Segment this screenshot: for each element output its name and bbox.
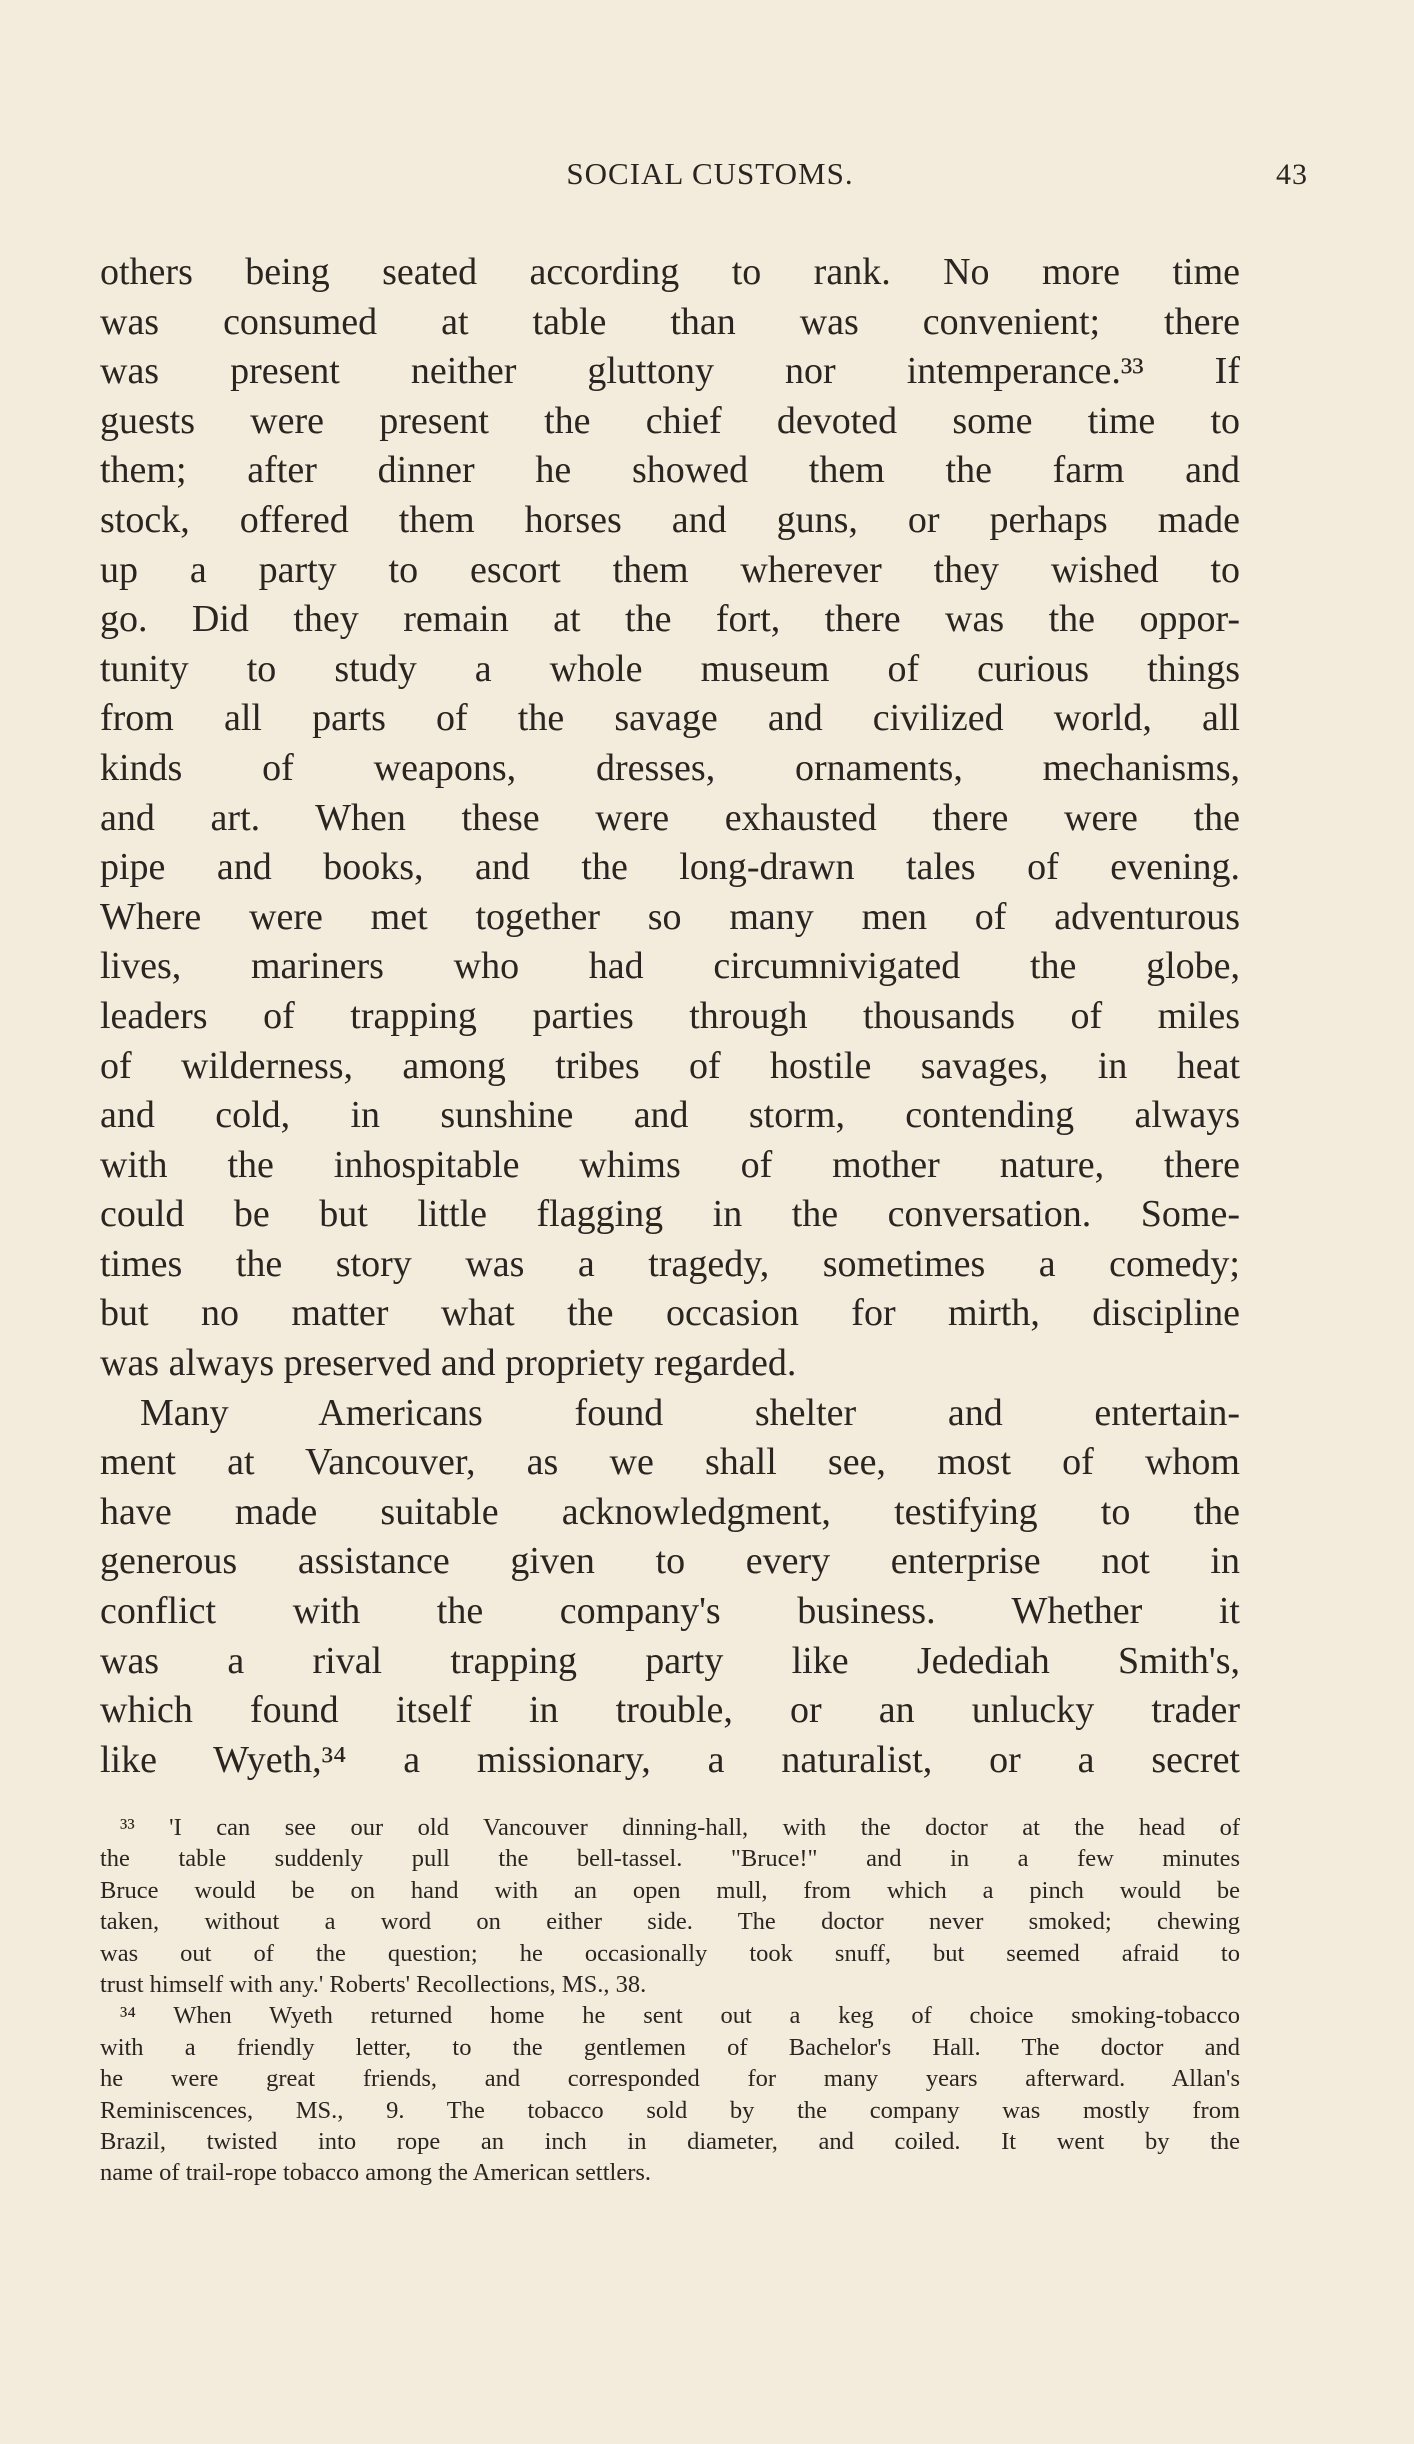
footnote-line: ³⁴ When Wyeth returned home he sent out a keg of choice smoking-tobacco (120, 2002, 1240, 2030)
body-line: tunity to study a whole museum of curious things (100, 647, 1240, 690)
body-line: was consumed at table than was convenient; there (100, 300, 1240, 343)
body-line: was always preserved and propriety regarded. (100, 1342, 797, 1385)
body-line: from all parts of the savage and civilized world, all (100, 697, 1240, 740)
body-line: up a party to escort them wherever they wished to (100, 548, 1240, 591)
body-line: them; after dinner he showed them the farm and (100, 449, 1240, 492)
body-line: have made suitable acknowledgment, testifying to the (100, 1490, 1240, 1533)
body-line: leaders of trapping parties through thousands of miles (100, 994, 1240, 1037)
running-head (100, 156, 1320, 196)
body-line: was a rival trapping party like Jedediah Smith's, (100, 1639, 1240, 1682)
footnote-line: Bruce would be on hand with an open mull, from which a pinch would be (100, 1876, 1240, 1904)
body-line: of wilderness, among tribes of hostile savages, in heat (100, 1044, 1240, 1087)
body-line: could be but little flagging in the conversation. Some- (100, 1193, 1240, 1236)
footnotes (100, 1812, 1240, 2189)
body-line: generous assistance given to every enterprise not in (100, 1540, 1240, 1583)
body-line: with the inhospitable whims of mother nature, there (100, 1143, 1240, 1186)
footnote-line: was out of the question; he occasionally took snuff, but seemed afraid to (100, 1939, 1240, 1967)
body-line: Where were met together so many men of adventurous (100, 895, 1240, 938)
footnote-line: trust himself with any.' Roberts' Recollections, MS., 38. (100, 1970, 647, 1998)
body-line: go. Did they remain at the fort, there was the oppor- (100, 598, 1240, 641)
body-line: and cold, in sunshine and storm, contending always (100, 1094, 1240, 1137)
body-line: pipe and books, and the long-drawn tales of evening. (100, 846, 1240, 889)
body-line: conflict with the company's business. Whether it (100, 1590, 1240, 1633)
body-line: others being seated according to rank. No more time (100, 251, 1240, 293)
body-line: guests were present the chief devoted some time to (100, 399, 1240, 442)
body-line: stock, offered them horses and guns, or perhaps made (100, 498, 1240, 541)
footnote-line: taken, without a word on either side. The doctor never smoked; chewing (100, 1908, 1240, 1936)
running-title: SOCIAL CUSTOMS. (566, 156, 854, 191)
body-line: which found itself in trouble, or an unlucky trader (100, 1689, 1240, 1732)
body-line: Many Americans found shelter and entertain- (140, 1391, 1240, 1434)
footnote-line: Reminiscences, MS., 9. The tobacco sold by the company was mostly from (100, 2096, 1240, 2124)
body-line: but no matter what the occasion for mirth, discipline (100, 1292, 1240, 1335)
body-line: ment at Vancouver, as we shall see, most of whom (100, 1441, 1240, 1484)
body-line: times the story was a tragedy, sometimes a comedy; (100, 1242, 1240, 1285)
footnote-line: the table suddenly pull the bell-tassel. "Bruce!" and in a few minutes (100, 1845, 1240, 1873)
footnote-line: Brazil, twisted into rope an inch in diameter, and coiled. It went by the (100, 2127, 1240, 2155)
footnote-line: ³³ 'I can see our old Vancouver dinning-hall, with the doctor at the head of (120, 1814, 1240, 1841)
footnote-line: he were great friends, and corresponded for many years afterward. Allan's (100, 2065, 1240, 2093)
body-line: like Wyeth,³⁴ a missionary, a naturalist, or a secret (100, 1738, 1240, 1781)
body-line: kinds of weapons, dresses, ornaments, mechanisms, (100, 746, 1240, 789)
footnote-line: name of trail-rope tobacco among the American settlers. (100, 2159, 652, 2187)
page-number: 43 (1276, 158, 1308, 191)
body-text (100, 248, 1240, 1785)
body-line: was present neither gluttony nor intemperance.³³ If (100, 350, 1240, 393)
footnote-line: with a friendly letter, to the gentlemen of Bachelor's Hall. The doctor and (100, 2033, 1240, 2061)
body-line: lives, mariners who had circumnivigated the globe, (100, 945, 1240, 988)
body-line: and art. When these were exhausted there were the (100, 796, 1240, 839)
